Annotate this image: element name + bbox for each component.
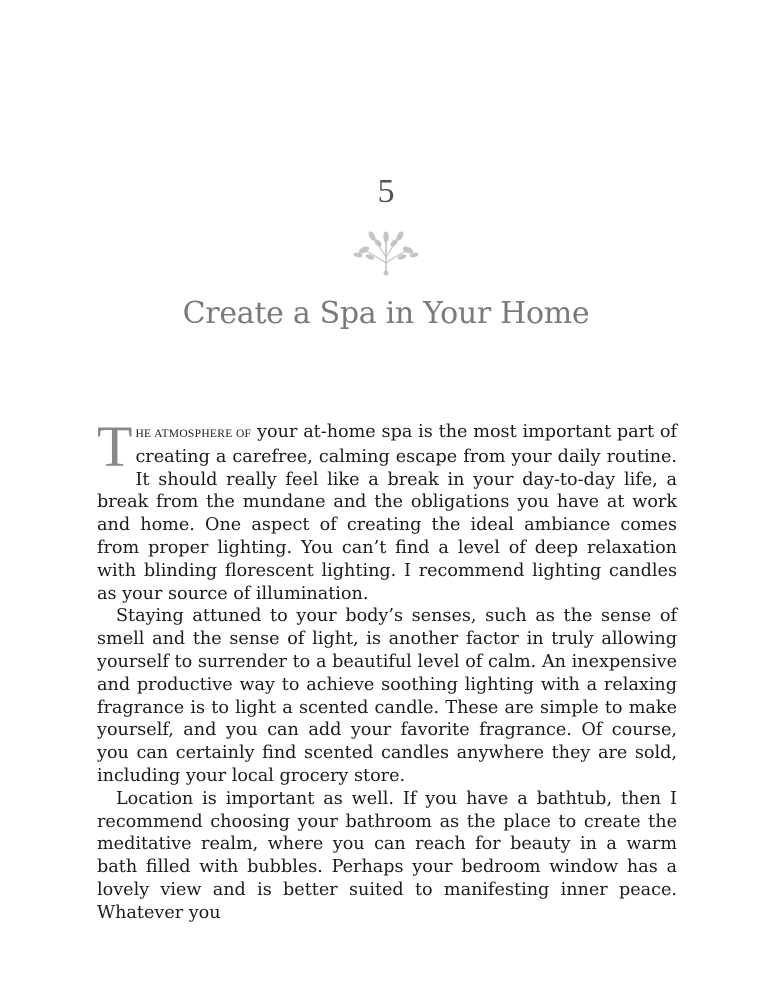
- chapter-title: Create a Spa in Your Home: [182, 296, 590, 331]
- paragraph-1: [97, 414, 677, 605]
- body-text: [97, 414, 677, 925]
- paragraph-2: Staying attuned to your body’s senses, such as the sense of smell and the sense of light, is another factor in truly allowing yourself to surrender to a beautiful level of calm. An inexpensive and productive way to achieve soothing lighting with a relaxing fragrance is to light a scented candle. These are simple to make yourself, and you can add your favorite fragrance. Of course, you can certainly find scented candles anywhere they are sold, including your local grocery store.: [97, 606, 677, 786]
- chapter-number: 5: [377, 173, 395, 210]
- floral-ornament-icon: [350, 229, 422, 279]
- paragraph-1-text: your at-home spa is the most important part of creating a carefree, calming escape from your daily routine. It should really feel like a break in your day-to-day life, a break from the mundane and the obligations you have at work and home. One aspect of creating the ideal ambiance comes from proper lighting. You can’t find a level of deep relaxation with blinding florescent lighting. I recommend lighting candles as your source of illumination.: [97, 422, 677, 604]
- drop-cap: T: [97, 414, 133, 479]
- lead-in-small-caps: HE ATMOSPHERE OF: [135, 428, 252, 440]
- paragraph-3: Location is important as well. If you have a bathtub, then I recommend choosing your bathroom as the place to create the meditative realm, where you can reach for beauty in a warm bath filled with bubbles. Perhaps your bedroom window has a lovely view and is better suited to manifesting inner peace. Whatever you: [97, 788, 677, 923]
